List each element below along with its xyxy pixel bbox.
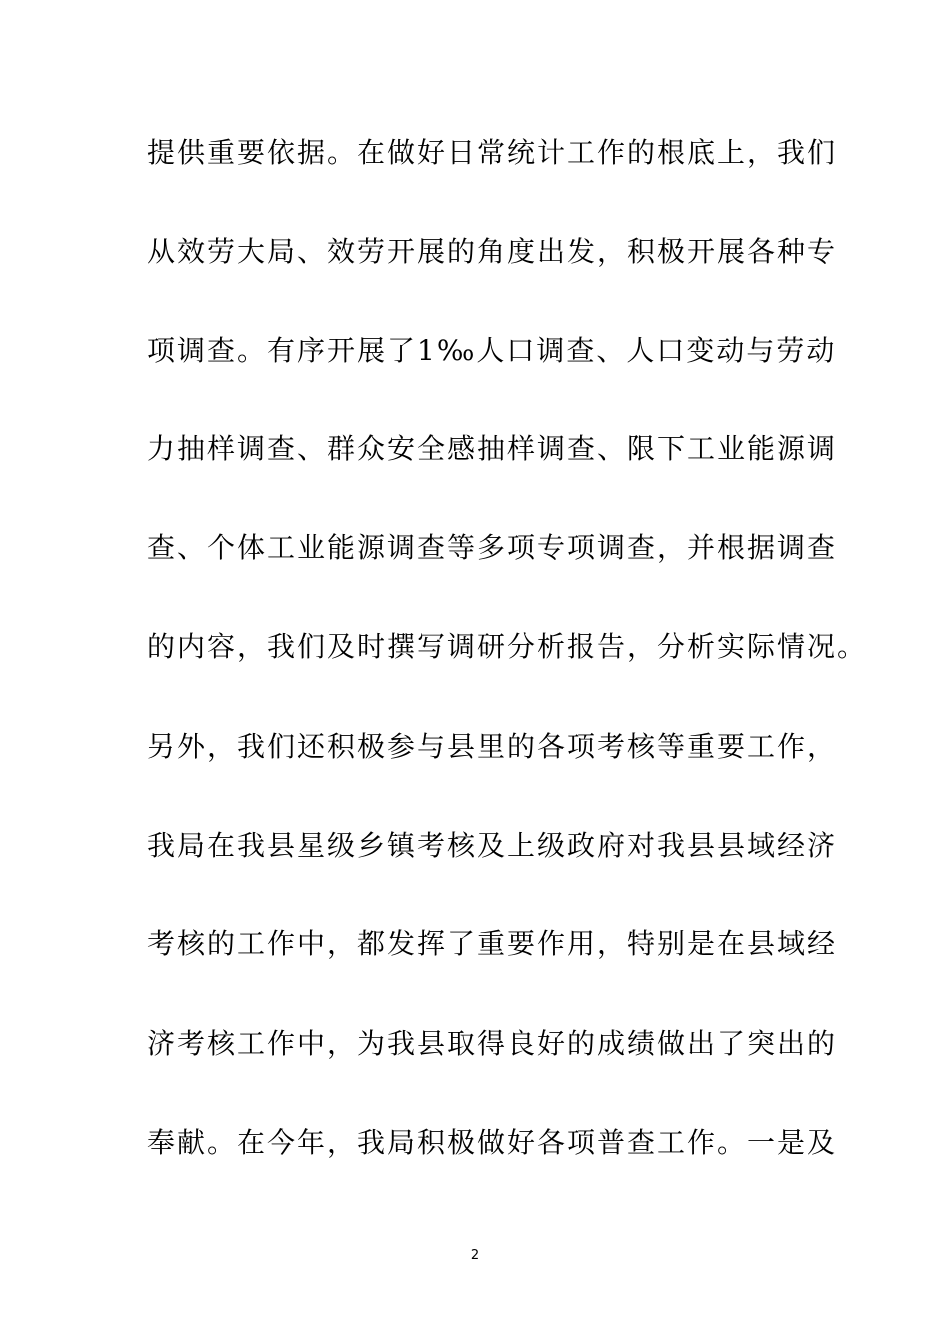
body-text-line: 项调查。有序开展了1‰人口调查、人口变动与劳动 xyxy=(147,334,837,367)
body-text-line: 另外，我们还积极参与县里的各项考核等重要工作， xyxy=(147,730,838,763)
body-text-line: 我局在我县星级乡镇考核及上级政府对我县县域经济 xyxy=(147,829,838,862)
body-text-line: 提供重要依据。在做好日常统计工作的根底上，我们 xyxy=(147,136,838,169)
body-text-line: 考核的工作中，都发挥了重要作用，特别是在县域经 xyxy=(147,927,838,960)
body-text-line: 从效劳大局、效劳开展的角度出发，积极开展各种专 xyxy=(147,235,838,268)
body-text-line: 奉献。在今年，我局积极做好各项普查工作。一是及 xyxy=(147,1126,838,1159)
body-text-line: 济考核工作中，为我县取得良好的成绩做出了突出的 xyxy=(147,1027,838,1060)
body-text-line: 查、个体工业能源调查等多项专项调查，并根据调查 xyxy=(147,531,838,564)
body-text-line: 的内容，我们及时撰写调研分析报告，分析实际情况。 xyxy=(147,630,868,663)
body-text-line: 力抽样调查、群众安全感抽样调查、限下工业能源调 xyxy=(147,432,838,465)
page-number: 2 xyxy=(470,1248,480,1263)
